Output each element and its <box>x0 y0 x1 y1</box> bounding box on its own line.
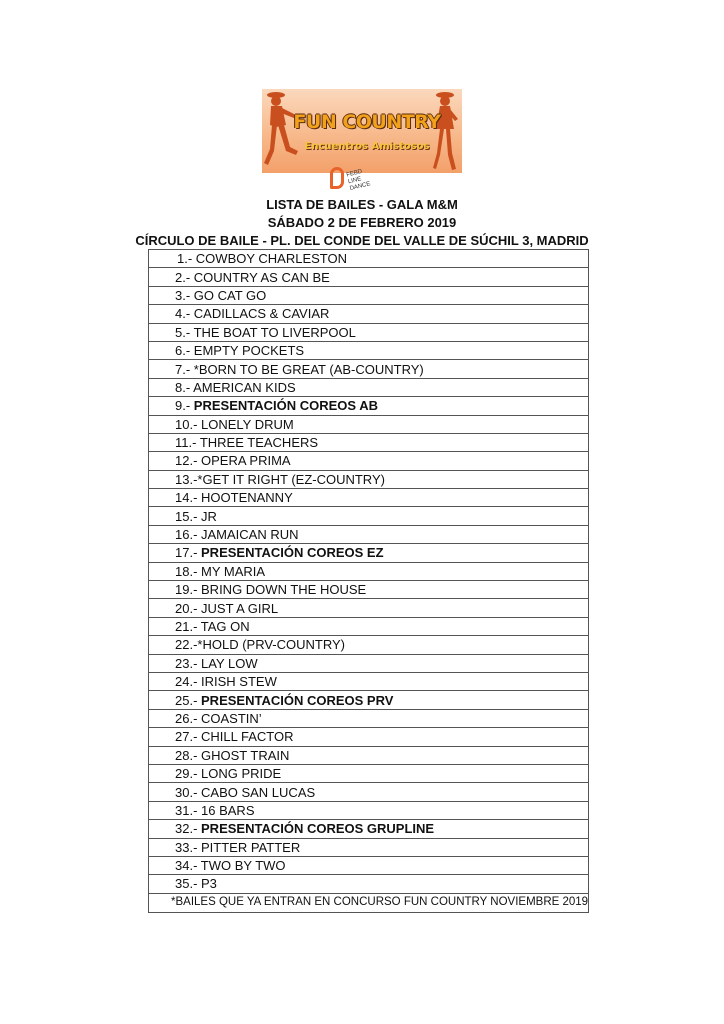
federation-badge <box>330 165 376 191</box>
dance-row <box>149 489 589 507</box>
dance-cell <box>149 525 589 543</box>
federation-mark-icon <box>330 167 344 189</box>
dance-number: 28.- <box>175 747 202 763</box>
dance-cell <box>149 728 589 746</box>
dance-row <box>149 544 589 562</box>
fun-country-logo <box>262 89 462 191</box>
dance-name: GO CAT GO <box>193 287 267 303</box>
dance-number: 21.- <box>175 619 201 634</box>
dance-row <box>149 728 589 746</box>
dance-cell <box>149 415 589 433</box>
dance-row <box>149 415 589 433</box>
dance-row <box>149 250 589 268</box>
dance-row <box>149 525 589 543</box>
dance-row <box>149 709 589 727</box>
dance-row <box>149 691 589 709</box>
federation-label: FEBD LINE DANCE <box>345 168 372 193</box>
dance-row <box>149 378 589 396</box>
dance-name: LAY LOW <box>201 655 258 671</box>
event-date: SÁBADO 2 DE FEBRERO 2019 <box>267 215 457 230</box>
dance-cell <box>149 305 589 323</box>
dance-row <box>149 397 589 415</box>
presentation-item: PRESENTACIÓN COREOS PRV <box>201 692 394 708</box>
dance-name: P3 <box>201 876 217 892</box>
dance-number: 11.- <box>175 435 200 451</box>
dance-name: OPERA PRIMA <box>201 453 291 469</box>
dance-number: 6.- <box>175 343 194 359</box>
logo-brand-text: FUN COUNTRY <box>293 111 441 133</box>
dance-row <box>149 672 589 690</box>
dance-number: 34.- <box>175 858 201 874</box>
dance-name: *GET IT RIGHT (EZ-COUNTRY) <box>197 471 385 487</box>
dance-name: THREE TEACHERS <box>199 435 319 451</box>
dance-name: CABO SAN LUCAS <box>201 784 316 800</box>
dance-row <box>149 470 589 488</box>
dance-row <box>149 820 589 838</box>
footnote: *BAILES QUE YA ENTRAN EN CONCURSO FUN COUNTRY NOVIEMBRE 2019 <box>149 893 589 912</box>
dance-name: JR <box>201 508 217 524</box>
dance-cell <box>149 636 589 654</box>
dance-name: IRISH STEW <box>201 674 277 690</box>
dance-row <box>149 783 589 801</box>
dance-row <box>149 323 589 341</box>
dance-cell <box>149 341 589 359</box>
dance-row <box>149 268 589 286</box>
dance-number: 5.- <box>175 324 194 340</box>
dance-cell <box>149 378 589 396</box>
dance-number: 8.- <box>175 379 194 395</box>
dance-number: 24.- <box>175 674 202 690</box>
dance-cell <box>149 746 589 764</box>
dance-name: 16 BARS <box>201 802 255 818</box>
dance-name: CHILL FACTOR <box>201 729 294 745</box>
dance-name: JAMAICAN RUN <box>201 527 299 543</box>
dance-cell <box>149 286 589 304</box>
dance-name: PITTER PATTER <box>201 839 301 855</box>
dance-number: 16.- <box>175 527 202 543</box>
dance-row <box>149 856 589 874</box>
dance-number: 25.- <box>175 692 202 708</box>
document-header <box>0 196 724 250</box>
dance-number: 31.- <box>175 802 202 818</box>
dance-number: 1.- <box>177 251 196 267</box>
dance-name: COWBOY CHARLESTON <box>195 251 348 267</box>
dance-number: 15.- <box>175 508 202 524</box>
dance-name: LONG PRIDE <box>201 766 282 782</box>
dance-name: MY MARIA <box>201 563 266 579</box>
dance-cell <box>149 544 589 562</box>
dance-cell <box>149 856 589 874</box>
dance-number: 17.- <box>175 545 202 561</box>
dance-number: 19.- <box>175 582 202 598</box>
dance-number: 23.- <box>175 655 202 671</box>
dance-row <box>149 838 589 856</box>
dance-row <box>149 654 589 672</box>
dance-number: 18.- <box>175 563 202 579</box>
presentation-item: PRESENTACIÓN COREOS EZ <box>201 545 384 561</box>
dance-number: 12.- <box>175 453 202 469</box>
dance-row <box>149 875 589 893</box>
dance-name: *HOLD (PRV-COUNTRY) <box>197 637 346 653</box>
dance-row <box>149 599 589 617</box>
dance-name: CADILLACS & CAVIAR <box>193 306 330 322</box>
dance-cell <box>149 599 589 617</box>
dance-name: COASTIN’ <box>201 710 262 726</box>
dance-name: COUNTRY AS CAN BE <box>193 269 330 285</box>
dance-number: 35.- <box>175 876 202 892</box>
dance-cell <box>149 581 589 599</box>
presentation-item: PRESENTACIÓN COREOS GRUPLINE <box>201 821 435 837</box>
dance-name: TAG ON <box>200 619 250 634</box>
dance-row <box>149 581 589 599</box>
dance-cell <box>149 654 589 672</box>
footnote-row <box>149 893 589 912</box>
dance-name: LONELY DRUM <box>201 416 294 432</box>
dance-number: 30.- <box>175 784 202 800</box>
dance-cell <box>149 452 589 470</box>
dance-number: 9.- <box>175 398 194 414</box>
dance-cell <box>149 397 589 415</box>
dance-name: TWO BY TWO <box>200 858 286 874</box>
dance-name: AMERICAN KIDS <box>193 379 296 395</box>
dance-cell <box>149 470 589 488</box>
dance-row <box>149 286 589 304</box>
dance-number: 3.- <box>175 287 194 303</box>
dance-row <box>149 636 589 654</box>
dance-row <box>149 617 589 635</box>
dance-cell <box>149 709 589 727</box>
dance-row <box>149 764 589 782</box>
dance-number: 4.- <box>175 306 194 322</box>
presentation-item: PRESENTACIÓN COREOS AB <box>193 398 378 414</box>
dance-number: 14.- <box>175 490 202 506</box>
dance-row <box>149 562 589 580</box>
dance-row <box>149 360 589 378</box>
dance-number: 27.- <box>175 729 202 745</box>
dance-cell <box>149 489 589 507</box>
dance-name: BRING DOWN THE HOUSE <box>201 582 367 598</box>
dance-number: 10.- <box>175 416 202 432</box>
dance-row <box>149 305 589 323</box>
dance-number: 22.- <box>175 637 198 653</box>
dance-name: HOOTENANNY <box>201 490 293 506</box>
dance-number: 2.- <box>175 269 194 285</box>
dance-cell <box>149 360 589 378</box>
dance-cell <box>149 562 589 580</box>
dance-row <box>149 507 589 525</box>
dance-name: EMPTY POCKETS <box>193 343 305 359</box>
dance-list-table <box>148 249 589 913</box>
dance-cell <box>149 875 589 893</box>
dance-cell <box>149 323 589 341</box>
dance-cell <box>149 433 589 451</box>
dance-cell <box>149 268 589 286</box>
dance-number: 33.- <box>175 839 202 855</box>
dance-name: THE BOAT TO LIVERPOOL <box>193 324 356 340</box>
dance-cell <box>149 672 589 690</box>
dance-list-body <box>149 250 589 894</box>
dance-number: 32.- <box>175 821 202 837</box>
dance-cell <box>149 838 589 856</box>
logo-tagline: Encuentros Amistosos <box>304 141 430 152</box>
dance-row <box>149 452 589 470</box>
dance-name: GHOST TRAIN <box>201 747 290 763</box>
dance-number: 7.- <box>175 361 194 377</box>
event-venue: CÍRCULO DE BAILE - PL. DEL CONDE DEL VALLE DE SÚCHIL 3, MADRID <box>135 233 589 248</box>
dance-number: 26.- <box>175 710 202 726</box>
dance-name: *BORN TO BE GREAT (AB-COUNTRY) <box>193 361 424 377</box>
dance-cell <box>149 783 589 801</box>
dance-row <box>149 341 589 359</box>
dance-row <box>149 801 589 819</box>
dance-number: 20.- <box>175 600 202 616</box>
dance-cell <box>149 801 589 819</box>
dance-name: JUST A GIRL <box>201 600 279 616</box>
dance-cell <box>149 507 589 525</box>
dance-number: 13.- <box>175 471 198 487</box>
dance-row <box>149 433 589 451</box>
dance-cell <box>149 820 589 838</box>
dance-row <box>149 746 589 764</box>
dance-cell <box>149 764 589 782</box>
dance-cell <box>149 691 589 709</box>
dance-cell <box>149 250 589 268</box>
document-title: LISTA DE BAILES - GALA M&M <box>266 197 458 212</box>
dance-number: 29.- <box>175 766 202 782</box>
dance-cell <box>149 617 589 635</box>
